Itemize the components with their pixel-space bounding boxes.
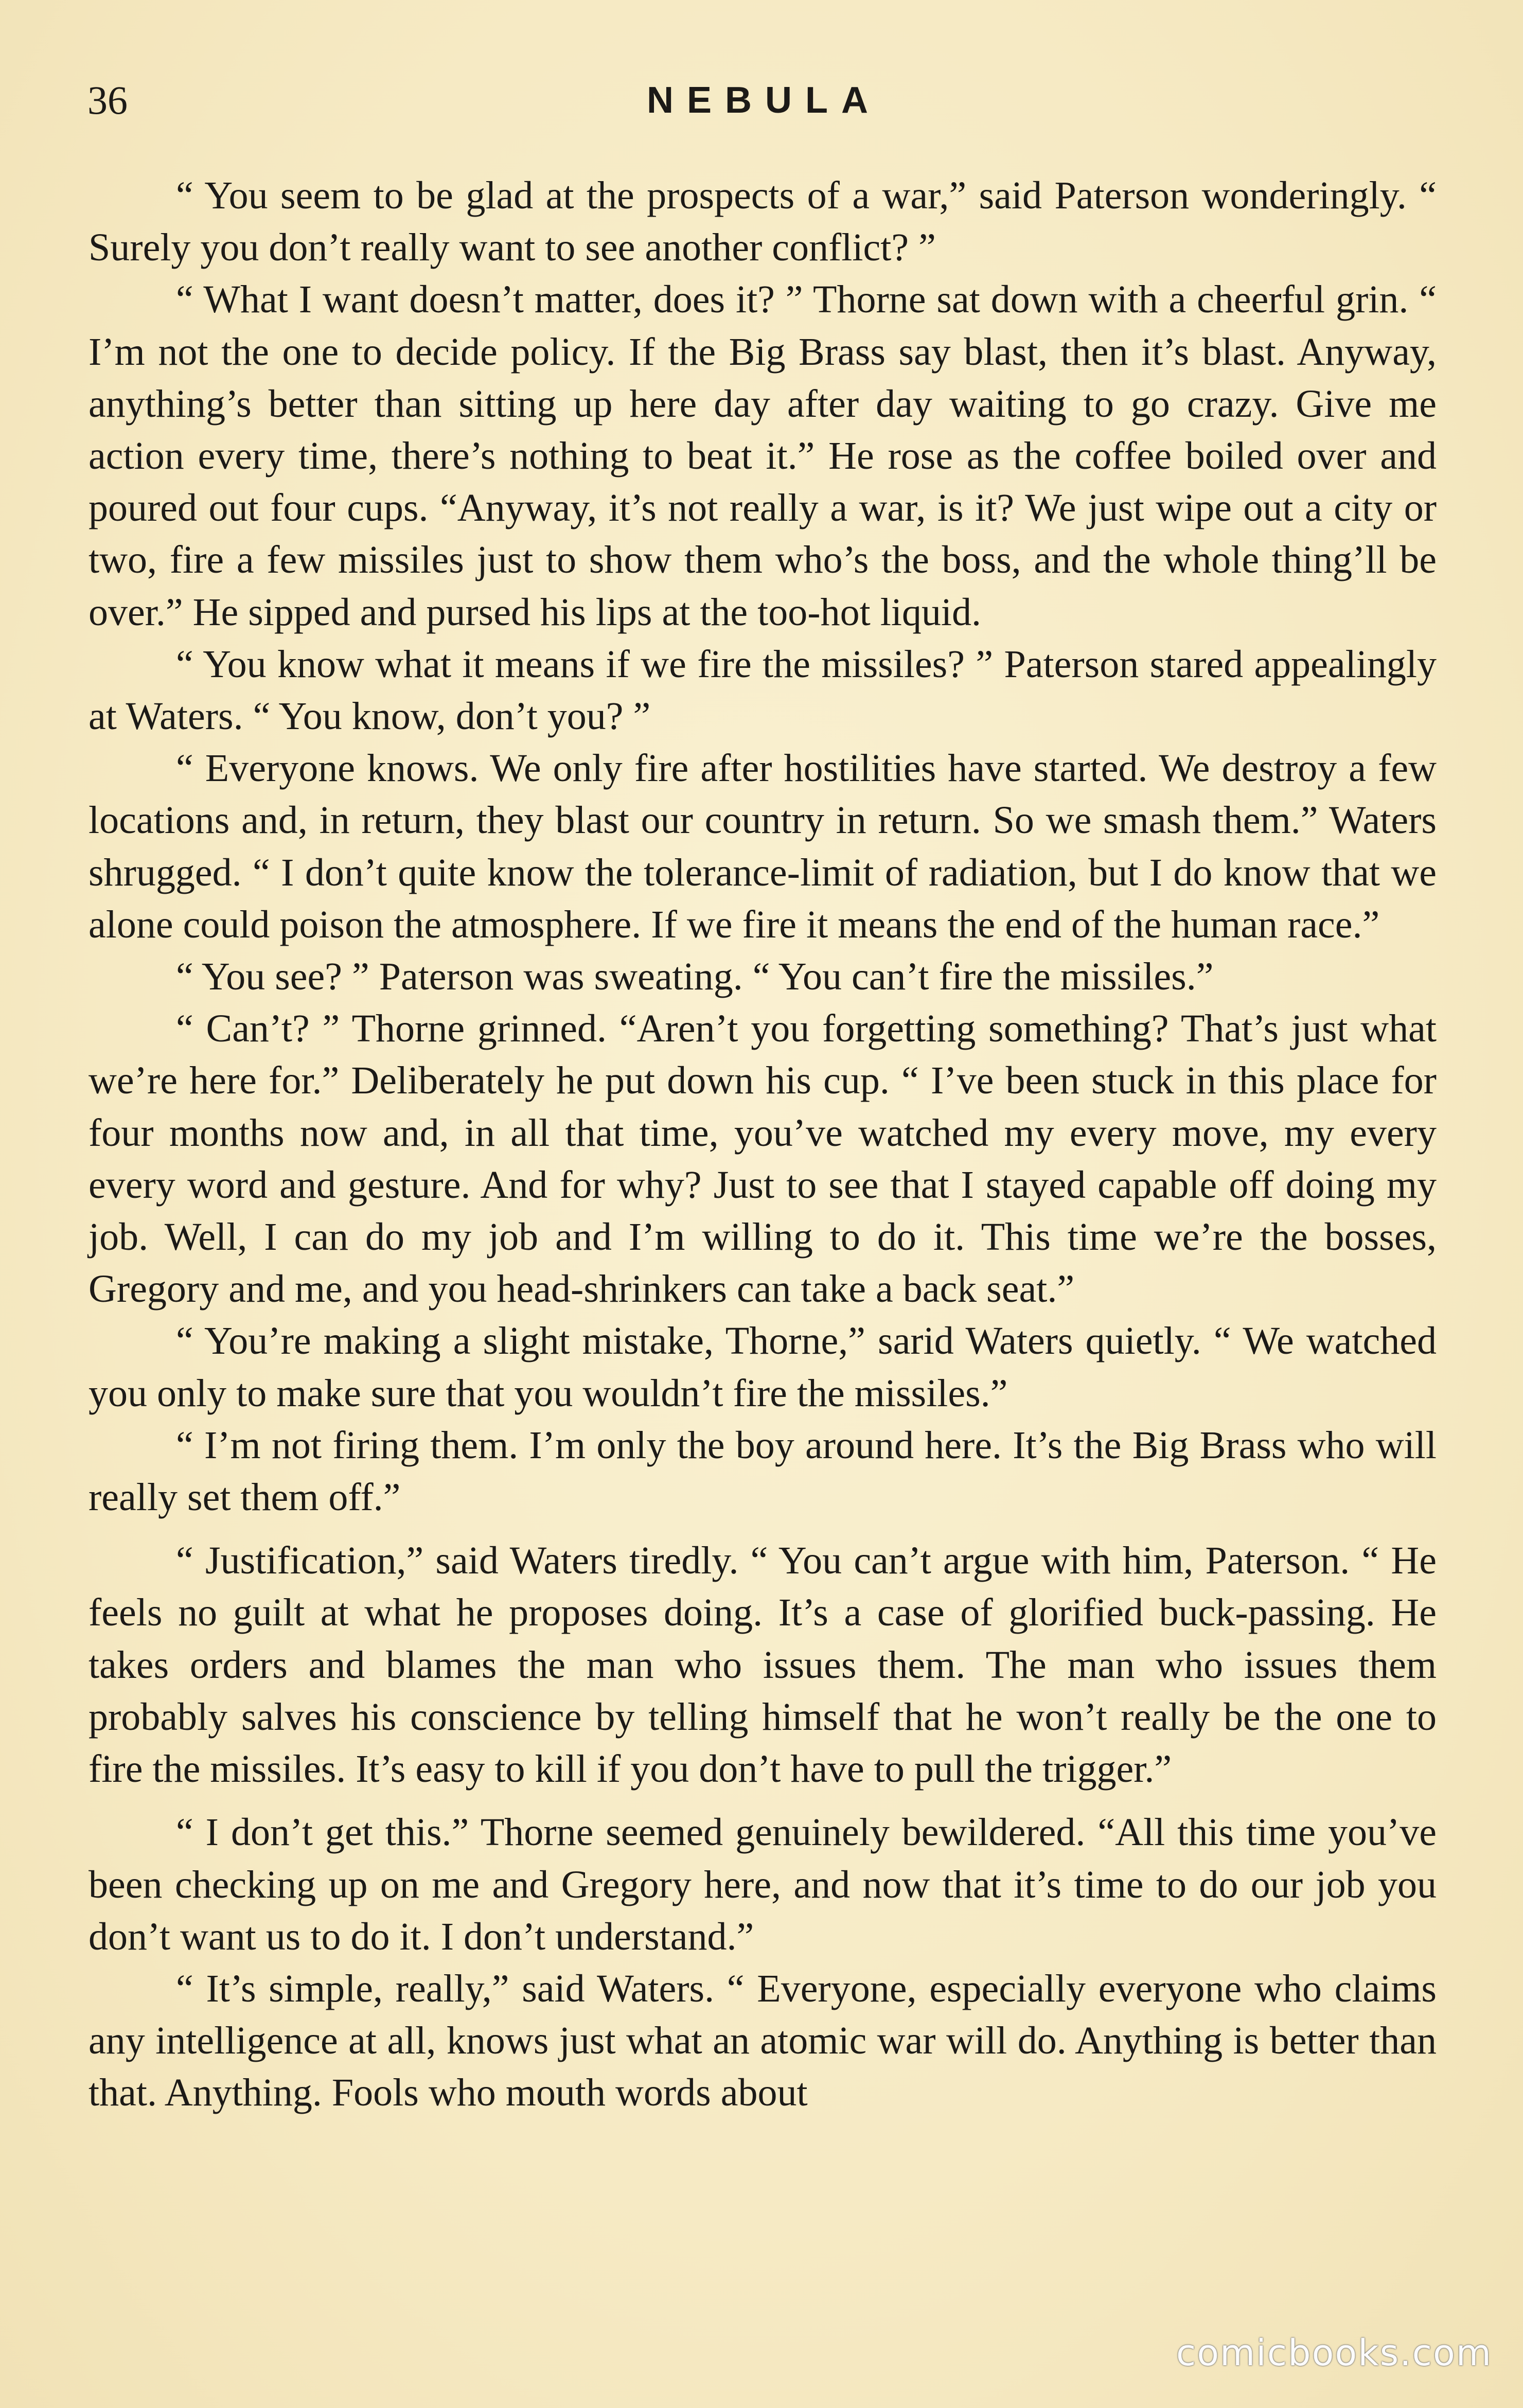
paragraph-1: “ You seem to be glad at the prospects of a war,” said Paterson wonderingly. “ Surely you don’t really want to see another conflict? ” bbox=[88, 174, 1437, 270]
paragraph-4: “ Everyone knows. We only fire after hostilities have started. We destroy a few locations and, in return, they blast our country in return. So we smash them.” Waters shrugged. “ I don’t quite know the tolerance-limit of radiation, but I do know that we alone could poison the atmosphere. If we fire it means the end of the human race.” bbox=[88, 747, 1437, 946]
paragraph-6: “ Can’t? ” Thorne grinned. “Aren’t you forgetting something? That’s just what we’re here for.” Deliberately he put down his cup. “ I’ve been stuck in this place for four months now and, in all that time, you’ve watched my every move, my every every word and gesture. And for why? Just to see that I stayed capable off doing my job. Well, I can do my job and I’m willing to do it. This time we’re the bosses, Gregory and me, and you head-shrinkers can take a back seat.” bbox=[88, 1007, 1437, 1311]
paragraph-11: “ It’s simple, really,” said Waters. “ Everyone, especially everyone who claims any intelligence at all, knows just what an atomic war will do. Anything is better than that. Anything. Fools who mouth words about bbox=[88, 1967, 1437, 2115]
page-number: 36 bbox=[87, 78, 128, 122]
paragraph-8: “ I’m not firing them. I’m only the boy around here. It’s the Big Brass who will really set them off.” bbox=[88, 1423, 1437, 1519]
paragraph-10: “ I don’t get this.” Thorne seemed genuinely bewildered. “All this time you’ve been checking up on me and Gregory here, and now that it’s time to do our job you don’t want us to do it. I don’t understand.” bbox=[88, 1811, 1437, 1958]
paragraph-5: “ You see? ” Paterson was sweating. “ You can’t fire the missiles.” bbox=[176, 955, 1214, 999]
paragraph-7: “ You’re making a slight mistake, Thorne,” sarid Waters quietly. “ We watched you only to make sure that you wouldn’t fire the missiles.” bbox=[88, 1319, 1437, 1415]
story-text bbox=[88, 170, 1437, 2119]
paragraph-3: “ You know what it means if we fire the missiles? ” Paterson stared appealingly at Waters. “ You know, don’t you? ” bbox=[88, 642, 1437, 738]
running-title: NEBULA bbox=[647, 80, 881, 121]
paragraph-9: “ Justification,” said Waters tiredly. “ You can’t argue with him, Paterson. “ He feels no guilt at what he proposes doing. It’s a case of glorified buck-passing. He takes orders and blames the man who issues them. The man who issues them probably salves his conscience by telling himself that he won’t really be the one to fire the missiles. It’s easy to kill if you don’t have to pull the trigger.” bbox=[88, 1539, 1437, 1791]
page-header bbox=[87, 72, 1441, 129]
site-watermark: comicbooks.com bbox=[1176, 2332, 1492, 2374]
paragraph-2: “ What I want doesn’t matter, does it? ” Thorne sat down with a cheerful grin. “ I’m not the one to decide policy. If the Big Brass say blast, then it’s blast. Anyway, anything’s better than sitting up here day after day waiting to go crazy. Give me action every time, there’s nothing to beat it.” He rose as the coffee boiled over and poured out four cups. “Anyway, it’s not really a war, is it? We just wipe out a city or two, fire a few missiles just to show them who’s the boss, and the whole thing’ll be over.” He sipped and pursed his lips at the too-hot liquid. bbox=[88, 278, 1437, 634]
